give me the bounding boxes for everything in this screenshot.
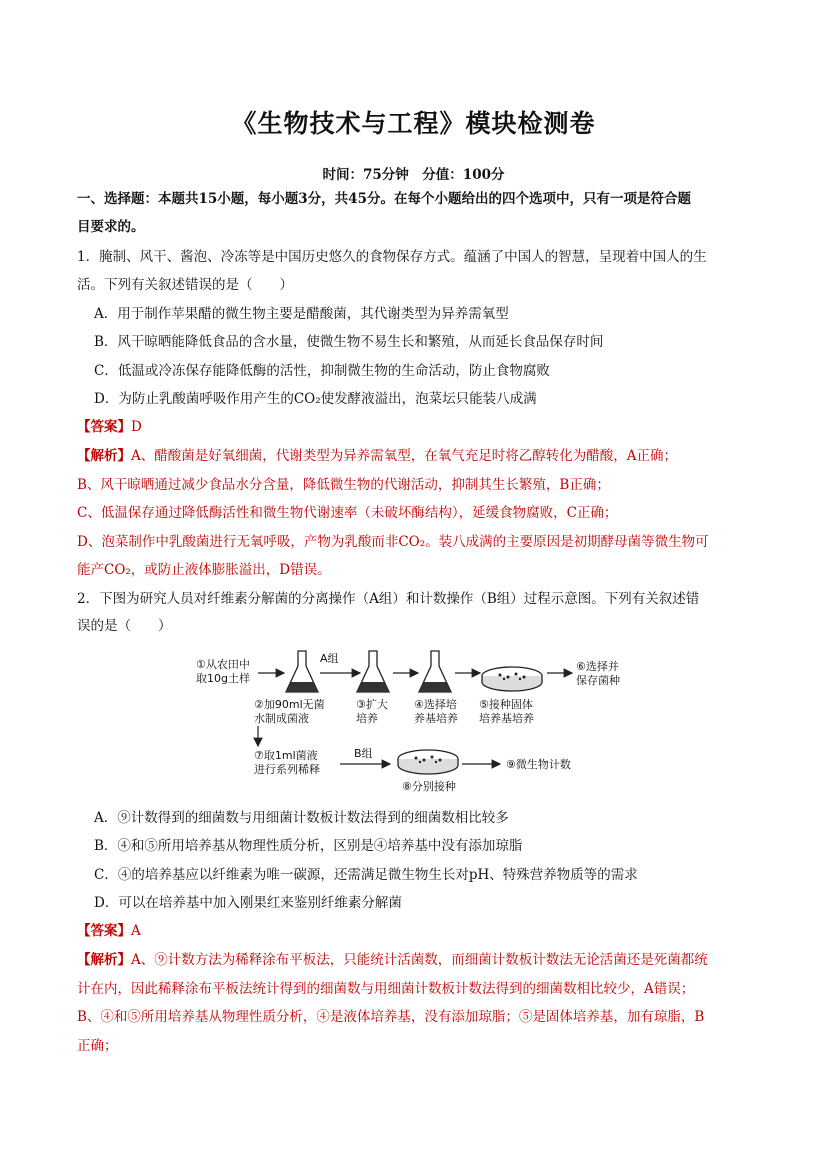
q2-analysis-b: 计在内，因此稀释涂布平板法统计得到的细菌数与用细菌计数板计数法得到的细菌数相比较少，A错误； [77,981,695,997]
page-title: 《生物技术与工程》模块检测卷 [231,109,596,138]
q2-answer [77,922,757,940]
q1-analysis [77,447,757,465]
step7-label-b: 进行系列稀释 [254,763,320,776]
answer-tag: 【答案】 [77,419,131,435]
q2-analysis [77,951,757,969]
q2-analysis-c: B、④和⑤所用培养基从物理性质分析，④是液体培养基，没有添加琼脂；⑤是固体培养基，加有琼脂，B [77,1009,705,1025]
flask-icon [419,651,451,692]
group-b-label: B组 [354,747,373,760]
step1-label-b: 取10g土样 [196,672,250,685]
q1-option-c: C．低温或冷冻保存能降低酶的活性，抑制微生物的生命活动，防止食物腐败 [94,363,550,379]
q2-stem: 2．下图为研究人员对纤维素分解菌的分离操作（A组）和计数操作（B组）过程示意图。下列有关叙述错 [77,591,700,607]
step8-label: ⑧分别接种 [402,780,456,793]
step6-label-b: 保存菌种 [576,674,620,687]
analysis-tag: 【解析】 [77,448,131,464]
section-heading: 一、选择题：本题共15小题，每小题3分，共45分。在每个小题给出的四个选项中，只有一项是符合题 [77,191,691,207]
answer-tag: 【答案】 [77,923,131,939]
step2-label: ②加90ml无菌 [254,698,325,711]
group-a-label: A组 [320,652,339,665]
step9-label: ⑨微生物计数 [506,758,571,771]
step6-label: ⑥选择并 [576,660,619,673]
step1-label: ①从农田中 [196,658,250,671]
step5-label-b: 培养基培养 [479,712,534,725]
q1-analysis-d-cont: 能产CO₂，或防止液体膨胀溢出，D错误。 [77,562,331,578]
step7-label: ⑦取1ml菌液 [254,749,318,762]
q2-option-a: A．⑨计数得到的细菌数与用细菌计数板计数法得到的细菌数相比较多 [94,810,509,826]
experiment-diagram [190,646,620,796]
q2-analysis-c-cont: 正确； [77,1038,118,1054]
petri-dish-icon [482,667,542,691]
q2-option-c: C．④的培养基应以纤维素为唯一碳源，还需满足微生物生长对pH、特殊营养物质等的需求 [94,867,638,883]
exam-meta: 时间：75分钟 分值：100分 [322,167,505,183]
q2-option-b: B．④和⑤所用培养基从物理性质分析，区别是④培养基中没有添加琼脂 [94,838,523,854]
flask-icon [357,651,389,692]
petri-dish-icon [398,750,458,774]
q2-stem-cont: 误的是（ ） [77,618,172,634]
q1-option-b: B．风干晾晒能降低食品的含水量，使微生物不易生长和繁殖，从而延长食品保存时间 [94,334,604,350]
step5-label: ⑤接种固体 [479,698,533,711]
q1-option-d: D．为防止乳酸菌呼吸作用产生的CO₂使发酵液溢出，泡菜坛只能装八成满 [94,391,537,407]
step3-label: ③扩大 [356,698,388,711]
step4-label-b: 养基培养 [414,712,458,725]
q2-option-d: D．可以在培养基中加入刚果红来鉴别纤维素分解菌 [94,895,402,911]
step2-label-b: 水制成菌液 [254,712,309,725]
q1-option-a: A．用于制作苹果醋的微生物主要是醋酸菌，其代谢类型为异养需氧型 [94,306,509,322]
analysis-text: A、醋酸菌是好氧细菌，代谢类型为异养需氧型，在氧气充足时将乙醇转化为醋酸，A正确； [131,448,677,464]
step4-label: ④选择培 [414,698,457,711]
section-heading-cont: 目要求的。 [77,219,145,235]
answer-value: D [131,419,142,435]
answer-value: A [131,923,141,939]
flask-icon [286,651,318,692]
q1-analysis-d: D、泡菜制作中乳酸菌进行无氧呼吸，产物为乳酸而非CO₂。装八成满的主要原因是初期酵母菌等微生物可 [77,534,709,550]
q1-stem-cont: 活。下列有关叙述错误的是（ ） [77,277,293,293]
q1-stem: 1．腌制、风干、酱泡、冷冻等是中国历史悠久的食物保存方式。蕴涵了中国人的智慧，呈现着中国人的生 [77,249,707,265]
step3-label-b: 培养 [356,712,378,725]
analysis-tag: 【解析】 [77,952,131,968]
analysis-text: A、⑨计数方法为稀释涂布平板法，只能统计活菌数，而细菌计数板计数法无论活菌还是死菌都统 [131,952,708,968]
q1-analysis-c: C、低温保存通过降低酶活性和微生物代谢速率（未破坏酶结构），延缓食物腐败，C正确； [77,505,618,521]
q1-answer [77,418,757,436]
q1-analysis-b: B、风干晾晒通过减少食品水分含量，降低微生物的代谢活动，抑制其生长繁殖，B正确； [77,477,610,493]
